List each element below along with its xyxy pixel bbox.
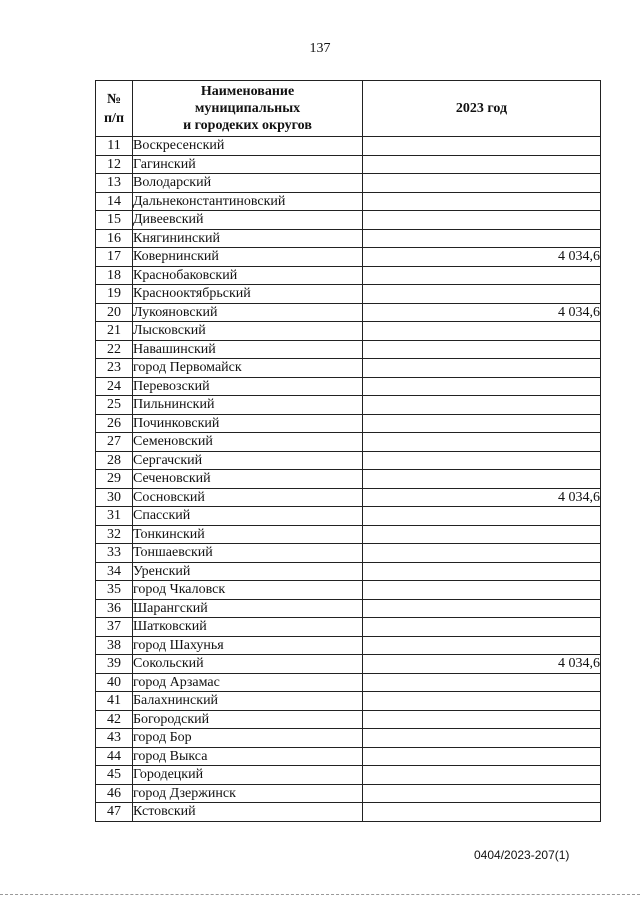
district-name-cell: Городецкий <box>133 766 363 785</box>
table-row <box>96 599 601 618</box>
table-row <box>96 618 601 637</box>
district-name-cell: город Чкаловск <box>133 581 363 600</box>
table-body <box>96 137 601 822</box>
district-name-cell: Сергачский <box>133 451 363 470</box>
year-value-cell <box>363 377 601 396</box>
year-value-cell <box>363 599 601 618</box>
header-year-column: 2023 год <box>363 81 601 137</box>
district-name-cell: Княгининский <box>133 229 363 248</box>
table-row <box>96 359 601 378</box>
row-number-cell: 26 <box>96 414 133 433</box>
table-row <box>96 248 601 267</box>
municipal-districts-table <box>95 80 601 822</box>
table-row <box>96 433 601 452</box>
row-number-cell: 33 <box>96 544 133 563</box>
year-value-cell <box>363 710 601 729</box>
district-name-cell: Володарский <box>133 174 363 193</box>
row-number-cell: 47 <box>96 803 133 822</box>
district-name-cell: Гагинский <box>133 155 363 174</box>
district-name-cell: Сокольский <box>133 655 363 674</box>
district-name-cell: Краснооктябрьский <box>133 285 363 304</box>
table-row <box>96 673 601 692</box>
table-row <box>96 636 601 655</box>
district-name-cell: Шарангский <box>133 599 363 618</box>
year-value-cell <box>363 396 601 415</box>
year-value-cell <box>363 285 601 304</box>
district-name-cell: Сеченовский <box>133 470 363 489</box>
row-number-cell: 14 <box>96 192 133 211</box>
year-value-cell: 4 034,6 <box>363 303 601 322</box>
row-number-cell: 22 <box>96 340 133 359</box>
district-name-cell: город Первомайск <box>133 359 363 378</box>
row-number-cell: 41 <box>96 692 133 711</box>
year-value-cell <box>363 692 601 711</box>
year-value-cell <box>363 211 601 230</box>
table-row <box>96 377 601 396</box>
district-name-cell: Спасский <box>133 507 363 526</box>
year-value-cell <box>363 747 601 766</box>
year-value-cell <box>363 229 601 248</box>
row-number-cell: 45 <box>96 766 133 785</box>
row-number-cell: 13 <box>96 174 133 193</box>
row-number-cell: 15 <box>96 211 133 230</box>
row-number-cell: 37 <box>96 618 133 637</box>
year-value-cell <box>363 525 601 544</box>
row-number-cell: 42 <box>96 710 133 729</box>
year-value-cell <box>363 618 601 637</box>
row-number-cell: 34 <box>96 562 133 581</box>
table-row <box>96 414 601 433</box>
row-number-cell: 21 <box>96 322 133 341</box>
district-name-cell: город Дзержинск <box>133 784 363 803</box>
header-name-line-3: и городеких округов <box>183 118 312 133</box>
table-row <box>96 229 601 248</box>
table-row <box>96 155 601 174</box>
district-name-cell: Дивеевский <box>133 211 363 230</box>
row-number-cell: 40 <box>96 673 133 692</box>
header-name-column <box>133 81 363 137</box>
table-row <box>96 544 601 563</box>
table-row <box>96 451 601 470</box>
year-value-cell <box>363 266 601 285</box>
district-name-cell: Богородский <box>133 710 363 729</box>
district-name-cell: Тоншаевский <box>133 544 363 563</box>
header-number-abbrev: п/п <box>103 110 125 126</box>
table-row <box>96 766 601 785</box>
year-value-cell: 4 034,6 <box>363 488 601 507</box>
year-value-cell <box>363 433 601 452</box>
footer-divider <box>0 894 640 895</box>
year-value-cell <box>363 470 601 489</box>
row-number-cell: 46 <box>96 784 133 803</box>
row-number-cell: 44 <box>96 747 133 766</box>
table-row <box>96 488 601 507</box>
table-row <box>96 285 601 304</box>
year-value-cell <box>363 673 601 692</box>
table-row <box>96 174 601 193</box>
district-name-cell: Пильнинский <box>133 396 363 415</box>
row-number-cell: 28 <box>96 451 133 470</box>
table-row <box>96 303 601 322</box>
row-number-cell: 35 <box>96 581 133 600</box>
table-row <box>96 803 601 822</box>
district-name-cell: Кстовский <box>133 803 363 822</box>
year-value-cell <box>363 174 601 193</box>
table-row <box>96 211 601 230</box>
year-value-cell <box>363 414 601 433</box>
year-value-cell <box>363 581 601 600</box>
row-number-cell: 12 <box>96 155 133 174</box>
row-number-cell: 11 <box>96 137 133 156</box>
table-row <box>96 692 601 711</box>
header-number-symbol: № <box>106 91 122 107</box>
row-number-cell: 17 <box>96 248 133 267</box>
year-value-cell <box>363 155 601 174</box>
year-value-cell <box>363 451 601 470</box>
row-number-cell: 18 <box>96 266 133 285</box>
table-row <box>96 562 601 581</box>
row-number-cell: 25 <box>96 396 133 415</box>
table-row <box>96 137 601 156</box>
row-number-cell: 27 <box>96 433 133 452</box>
page-number: 137 <box>309 41 331 56</box>
row-number-cell: 20 <box>96 303 133 322</box>
header-row <box>96 81 601 137</box>
district-name-cell: город Арзамас <box>133 673 363 692</box>
table-row <box>96 192 601 211</box>
table-row <box>96 784 601 803</box>
table-header <box>96 81 601 137</box>
table-row <box>96 340 601 359</box>
year-value-cell <box>363 340 601 359</box>
table-row <box>96 322 601 341</box>
district-name-cell: Лысковский <box>133 322 363 341</box>
district-name-cell: Починковский <box>133 414 363 433</box>
year-value-cell <box>363 322 601 341</box>
year-value-cell <box>363 359 601 378</box>
district-name-cell: Перевозский <box>133 377 363 396</box>
header-number-column <box>96 81 133 137</box>
year-value-cell <box>363 636 601 655</box>
year-value-cell <box>363 784 601 803</box>
district-name-cell: Шатковский <box>133 618 363 637</box>
row-number-cell: 36 <box>96 599 133 618</box>
year-value-cell <box>363 544 601 563</box>
row-number-cell: 30 <box>96 488 133 507</box>
row-number-cell: 43 <box>96 729 133 748</box>
district-name-cell: город Выкса <box>133 747 363 766</box>
district-name-cell: Дальнеконстантиновский <box>133 192 363 211</box>
year-value-cell <box>363 137 601 156</box>
district-name-cell: Лукояновский <box>133 303 363 322</box>
row-number-cell: 32 <box>96 525 133 544</box>
district-name-cell: город Шахунья <box>133 636 363 655</box>
row-number-cell: 16 <box>96 229 133 248</box>
table-row <box>96 655 601 674</box>
district-name-cell: Воскресенский <box>133 137 363 156</box>
row-number-cell: 29 <box>96 470 133 489</box>
district-name-cell: город Бор <box>133 729 363 748</box>
year-value-cell <box>363 729 601 748</box>
table-row <box>96 507 601 526</box>
year-value-cell: 4 034,6 <box>363 655 601 674</box>
year-value-cell <box>363 766 601 785</box>
year-value-cell <box>363 192 601 211</box>
district-name-cell: Ковернинский <box>133 248 363 267</box>
district-name-cell: Сосновский <box>133 488 363 507</box>
table-row <box>96 525 601 544</box>
year-value-cell: 4 034,6 <box>363 248 601 267</box>
district-name-cell: Навашинский <box>133 340 363 359</box>
header-name-line-1: Наименование <box>200 84 295 99</box>
header-name-line-2: муниципальных <box>194 101 301 116</box>
document-code: 0404/2023-207(1) <box>474 848 570 862</box>
table-row <box>96 747 601 766</box>
district-name-cell: Семеновский <box>133 433 363 452</box>
table-row <box>96 710 601 729</box>
table-row <box>96 470 601 489</box>
row-number-cell: 19 <box>96 285 133 304</box>
row-number-cell: 23 <box>96 359 133 378</box>
row-number-cell: 31 <box>96 507 133 526</box>
table-row <box>96 266 601 285</box>
table-row <box>96 396 601 415</box>
district-name-cell: Балахнинский <box>133 692 363 711</box>
district-name-cell: Тонкинский <box>133 525 363 544</box>
row-number-cell: 39 <box>96 655 133 674</box>
year-value-cell <box>363 803 601 822</box>
year-value-cell <box>363 562 601 581</box>
table-row <box>96 729 601 748</box>
row-number-cell: 38 <box>96 636 133 655</box>
district-name-cell: Уренский <box>133 562 363 581</box>
row-number-cell: 24 <box>96 377 133 396</box>
district-name-cell: Краснобаковский <box>133 266 363 285</box>
year-value-cell <box>363 507 601 526</box>
table-row <box>96 581 601 600</box>
